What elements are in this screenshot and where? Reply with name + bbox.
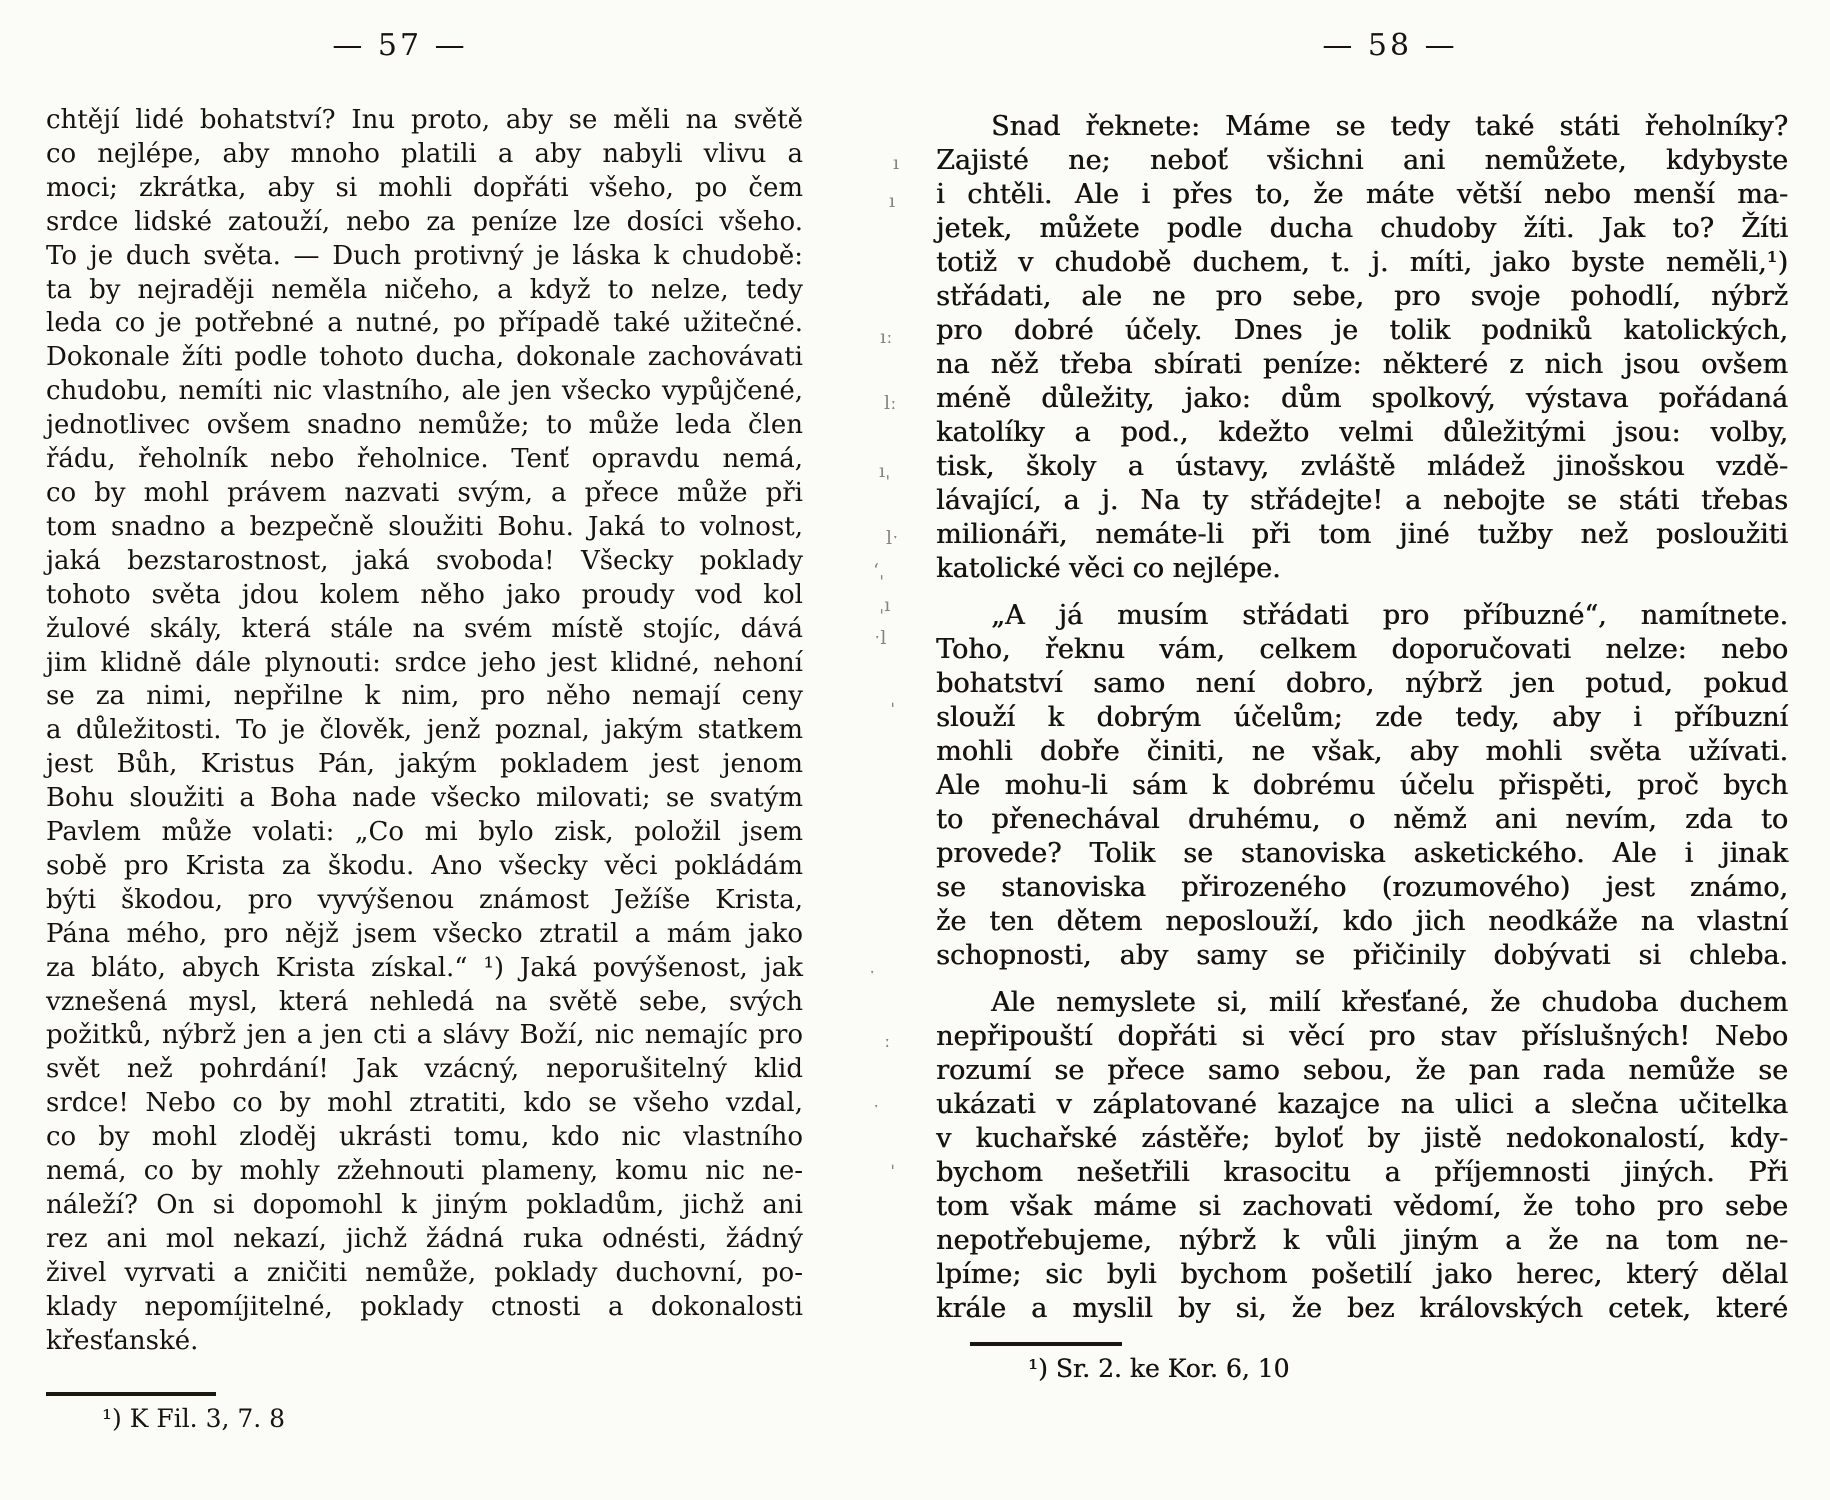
text-line: srdce lidské zatouží, nebo za peníze lze dosíci všeho. — [46, 206, 803, 237]
text-line: za bláto, abych Krista získal.“ ¹) Jaká povýšenost, jak — [46, 952, 803, 983]
text-line: nepřipouští dopřáti si věcí pro stav příslušných! Nebo — [936, 1021, 1788, 1052]
text-line: Toho, řeknu vám, celkem doporučovati nelze: nebo — [936, 634, 1788, 665]
paragraph — [936, 986, 1788, 1326]
text-line: býti škodou, pro vyvýšenou známost Ježíše Krista, — [46, 884, 803, 915]
text-line: a důležitosti. To je člověk, jenž poznal, jakým statkem — [46, 715, 803, 746]
text-line: lávající, a j. Na ty střádejte! a nebojte se státi třebas — [936, 485, 1788, 516]
text-line: mohli dobře činiti, ne však, aby mohli světa užívati. — [936, 736, 1788, 767]
text-line: krále a myslil by si, že bez královských cetek, které — [936, 1293, 1788, 1324]
text-line: jaká bezstarostnost, jaká svoboda! Všecky poklady — [46, 545, 803, 576]
text-line: Ale nemyslete si, milí křesťané, že chudoba duchem — [991, 987, 1788, 1018]
text-line: lpíme; sic byli bychom pošetilí jako herec, který dělal — [936, 1259, 1788, 1290]
text-line: požitků, nýbrž jen a jen cti a slávy Boží, nic nemajíc pro — [46, 1020, 803, 1051]
text-line: „A já musím střádati pro příbuzné“, namítnete. — [991, 600, 1788, 631]
text-line: vznešená mysl, která nehledá na světě sebe, svých — [46, 986, 803, 1017]
text-line: moci; zkrátka, aby si mohli dopřáti všeho, po čem — [46, 172, 803, 203]
text-line: Bohu sloužiti a Boha nade všecko milovati; se svatým — [46, 783, 803, 814]
paragraph — [936, 110, 1788, 586]
text-line: co nejlépe, aby mnoho platili a aby nabyli vlivu a — [46, 138, 803, 169]
footnote-page-58: ¹) Sr. 2. ke Kor. 6, 10 — [1028, 1354, 1290, 1383]
text-line: tohoto světa jdou kolem něho jako proudy vod kol — [46, 579, 803, 610]
text-line: chudobu, nemíti nic vlastního, ale jen všecko vypůjčené, — [46, 376, 803, 407]
scan-noise-mark: ˈ — [890, 700, 896, 722]
text-line: Pavlem může volati: „Co mi bylo zisk, položil jsem — [46, 817, 803, 848]
page-57-text-column — [46, 104, 803, 1359]
text-line: Dokonale žíti podle tohoto ducha, dokonale zachovávati — [46, 342, 803, 373]
page-number-57: — 57 — — [332, 28, 468, 63]
text-line: živel vyrvati a zničiti nemůže, poklady duchovní, po- — [46, 1257, 803, 1288]
text-line: střádati, ale ne pro sebe, pro svoje pohodlí, nýbrž — [936, 281, 1788, 312]
text-line: jim klidně dále plynouti: srdce jeho jest klidné, nehoní — [46, 647, 803, 678]
text-line: žulové skály, která stále na svém místě stojíc, dává — [46, 613, 803, 644]
text-line: klady nepomíjitelné, poklady ctnosti a dokonalosti — [46, 1291, 803, 1322]
paragraph — [46, 104, 803, 1359]
text-line: se stanoviska přirozeného (rozumového) jest známo, — [936, 872, 1788, 903]
text-line: rez ani mol nekazí, jichž žádná ruka odnésti, žádný — [46, 1223, 803, 1254]
text-line: nepotřebujeme, nýbrž k vůli jiným a že na tom ne- — [936, 1225, 1788, 1256]
text-line: provede? Tolik se stanoviska asketického. Ale i jinak — [936, 838, 1788, 869]
text-line: katolíky a pod., kdežto velmi důležitými jsou: volby, — [936, 417, 1788, 448]
text-line: co by mohl právem nazvati svým, a přece může při — [46, 477, 803, 508]
text-line: totiž v chudobě duchem, t. j. míti, jako byste neměli,¹) — [936, 247, 1788, 278]
text-line: srdce! Nebo co by mohl ztratiti, kdo se všeho vzdal, — [46, 1088, 803, 1119]
text-line: se za nimi, nepřilne k nim, pro něho nemají ceny — [46, 681, 803, 712]
scan-noise-mark: lː — [884, 392, 897, 414]
text-line: Snad řeknete: Máme se tedy také státi řeholníky? — [991, 111, 1788, 142]
text-line: Zajisté ne; neboť všichni ani nemůžete, kdybyste — [936, 145, 1788, 176]
text-line: nemá, co by mohly zžehnouti plameny, komu nic ne- — [46, 1156, 803, 1187]
text-line: ukázati v záplatované kazajce na ulici a slečna učitelka — [936, 1089, 1788, 1120]
text-line: co by mohl zloděj ukrásti tomu, kdo nic vlastního — [46, 1122, 803, 1153]
text-line: bychom nešetřili krasocitu a příjemnosti jiných. Při — [936, 1157, 1788, 1188]
text-line: křesťanské. — [46, 1325, 199, 1356]
paragraph — [936, 599, 1788, 973]
text-line: chtějí lidé bohatství? Inu proto, aby se měli na světě — [46, 105, 803, 135]
text-line: na něž třeba sbírati peníze: některé z nich jsou ovšem — [936, 349, 1788, 380]
text-line: řádu, řeholník nebo řeholnice. Tenť opravdu nemá, — [46, 444, 803, 475]
text-line: Pána mého, pro nějž jsem všecko ztratil a mám jako — [46, 918, 803, 949]
text-line: To je duch světa. — Duch protivný je láska k chudobě: — [46, 240, 803, 271]
text-line: sobě pro Krista za škodu. Ano všecky věci pokládám — [46, 850, 803, 881]
text-line: to přenechával druhému, o němž ani nevím, zda to — [936, 804, 1788, 835]
text-line: náleží? On si dopomohl k jiným pokladům, jichž ani — [46, 1190, 803, 1220]
text-line: že ten dětem neposlouží, kdo jich neodkáže na vlastní — [936, 906, 1788, 937]
text-line: jetek, můžete podle ducha chudoby žíti. Jak to? Žíti — [936, 213, 1788, 244]
scan-noise-mark: ı — [893, 152, 900, 174]
text-line: milionáři, nemáte-li při tom jiné tužby než posloužiti — [936, 519, 1788, 550]
scan-noise-mark: ı — [889, 190, 896, 212]
page-number-58: — 58 — — [1322, 28, 1458, 63]
scan-noise-mark: ˑl — [874, 627, 887, 649]
scan-noise-mark: ʻˌ — [873, 560, 885, 582]
scan-noise-mark: ˌı — [879, 594, 891, 616]
text-line: katolické věci co nejlépe. — [936, 553, 1281, 584]
text-line: svět než pohrdání! Jak vzácný, neporušitelný klid — [46, 1054, 803, 1085]
scan-noise-mark: ˑ — [869, 962, 876, 984]
scan-noise-mark: lˑ — [886, 527, 899, 549]
text-line: rozumí se přece samo sebou, že pan rada nemůže se — [936, 1055, 1788, 1086]
footnote-divider-left — [46, 1392, 216, 1396]
text-line: tom však máme si zachovati vědomí, že toho pro sebe — [936, 1191, 1788, 1222]
page-58-text-column — [936, 110, 1788, 1326]
scan-noise-mark: ˑ — [873, 1096, 880, 1118]
text-line: slouží k dobrým účelům; zde tedy, aby i příbuzní — [936, 702, 1788, 733]
scan-noise-mark: ˈ — [890, 1162, 896, 1184]
text-line: tisk, školy a ústavy, zvláště mládež jinošskou vzdě- — [936, 451, 1788, 482]
footnote-page-57: ¹) K Fil. 3, 7. 8 — [102, 1404, 286, 1433]
scan-noise-mark: ıː — [880, 326, 893, 348]
text-line: leda co je potřebné a nutné, po případě také užitečné. — [46, 308, 803, 339]
text-line: pro dobré účely. Dnes je tolik podniků katolických, — [936, 315, 1788, 346]
text-line: v kuchařské zástěře; byloť by jistě nedokonalostí, kdy- — [936, 1123, 1788, 1154]
text-line: méně důležity, jako: dům spolkový, výstava pořádaná — [936, 383, 1788, 414]
text-line: schopnosti, aby samy se přičinily dobývati si chleba. — [936, 940, 1788, 971]
text-line: jednotlivec ovšem snadno nemůže; to může leda člen — [46, 410, 803, 441]
scan-noise-mark: ıˌ — [879, 460, 891, 482]
text-line: ta by nejraději neměla ničeho, a když to nelze, tedy — [46, 274, 803, 305]
footnote-divider-right — [970, 1342, 1122, 1346]
text-line: bohatství samo není dobro, nýbrž jen potud, pokud — [936, 668, 1788, 699]
text-line: tom snadno a bezpečně sloužiti Bohu. Jaká to volnost, — [46, 511, 803, 542]
text-line: i chtěli. Ale i přes to, že máte větší nebo menší ma- — [936, 179, 1788, 210]
text-line: jest Bůh, Kristus Pán, jakým pokladem jest jenom — [46, 749, 803, 780]
text-line: Ale mohu-li sám k dobrému účelu přispěti, proč bych — [936, 770, 1788, 801]
scan-noise-mark: ː — [884, 1030, 891, 1052]
